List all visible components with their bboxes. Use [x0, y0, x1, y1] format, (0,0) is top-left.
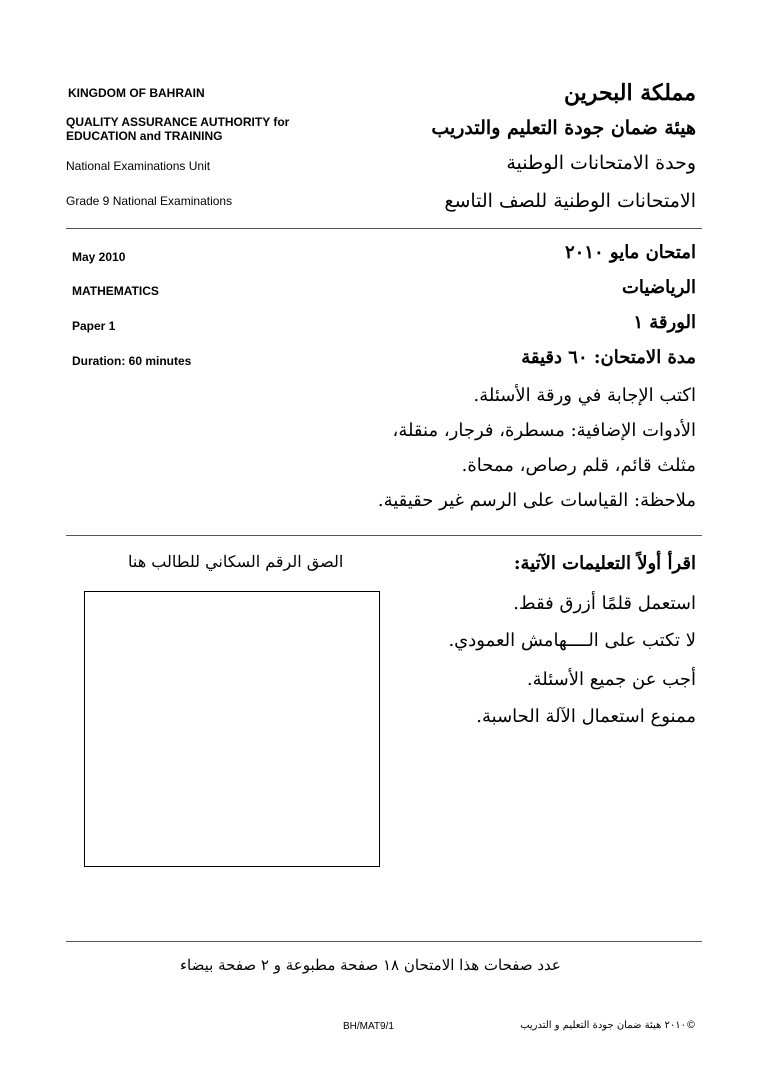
paper-code: BH/MAT9/1 [343, 1021, 394, 1032]
instruction-item: استعمل قلمًا أزرق فقط. [513, 593, 696, 614]
subject-ar: الرياضيات [621, 277, 696, 298]
copyright: ©٢٠١٠ هيئة ضمان جودة التعليم و التدريب [520, 1020, 696, 1031]
instruction-item: أجب عن جميع الأسئلة. [526, 669, 696, 690]
authority-en-line1: QUALITY ASSURANCE AUTHORITY for [66, 115, 290, 129]
grade-ar: الامتحانات الوطنية للصف التاسع [444, 190, 696, 212]
kingdom-ar: مملكة البحرين [563, 80, 696, 106]
pages-count: عدد صفحات هذا الامتحان ١٨ صفحة مطبوعة و ٢ صفحة بيضاء [180, 956, 561, 974]
note-extra-tools-cont: مثلث قائم، قلم رصاص، ممحاة. [461, 455, 696, 476]
notes-divider [66, 535, 702, 536]
note-extra-tools: الأدوات الإضافية: مسطرة، فرجار، منقلة، [392, 420, 696, 441]
note-measurements: ملاحظة: القياسات على الرسم غير حقيقية. [377, 490, 696, 511]
duration-ar: مدة الامتحان: ٦٠ دقيقة [521, 347, 696, 368]
kingdom-en: KINGDOM OF BAHRAIN [68, 86, 205, 100]
paper-ar: الورقة ١ [633, 312, 696, 333]
footer-divider [66, 941, 702, 942]
paper-en: Paper 1 [72, 319, 116, 333]
note-write-answers: اكتب الإجابة في ورقة الأسئلة. [473, 385, 696, 406]
instruction-item: ممنوع استعمال الآلة الحاسبة. [476, 706, 696, 727]
grade-en: Grade 9 National Examinations [66, 194, 233, 208]
student-id-sticker-box[interactable] [84, 591, 380, 867]
duration-en: Duration: 60 minutes [72, 354, 192, 368]
authority-ar: هيئة ضمان جودة التعليم والتدريب [431, 117, 696, 139]
sticker-label: الصق الرقم السكاني للطالب هنا [128, 552, 344, 571]
unit-en: National Examinations Unit [66, 159, 211, 173]
subject-en: MATHEMATICS [72, 284, 159, 298]
instructions-heading: اقرأ أولاً التعليمات الآتية: [513, 553, 696, 574]
exam-date-ar: امتحان مايو ٢٠١٠ [564, 242, 696, 263]
exam-date-en: May 2010 [72, 250, 126, 264]
unit-ar: وحدة الامتحانات الوطنية [506, 152, 696, 174]
instruction-item: لا تكتب على الــــهامش العمودي. [448, 630, 696, 651]
authority-en-line2: EDUCATION and TRAINING [66, 129, 223, 143]
header-divider [66, 228, 702, 229]
